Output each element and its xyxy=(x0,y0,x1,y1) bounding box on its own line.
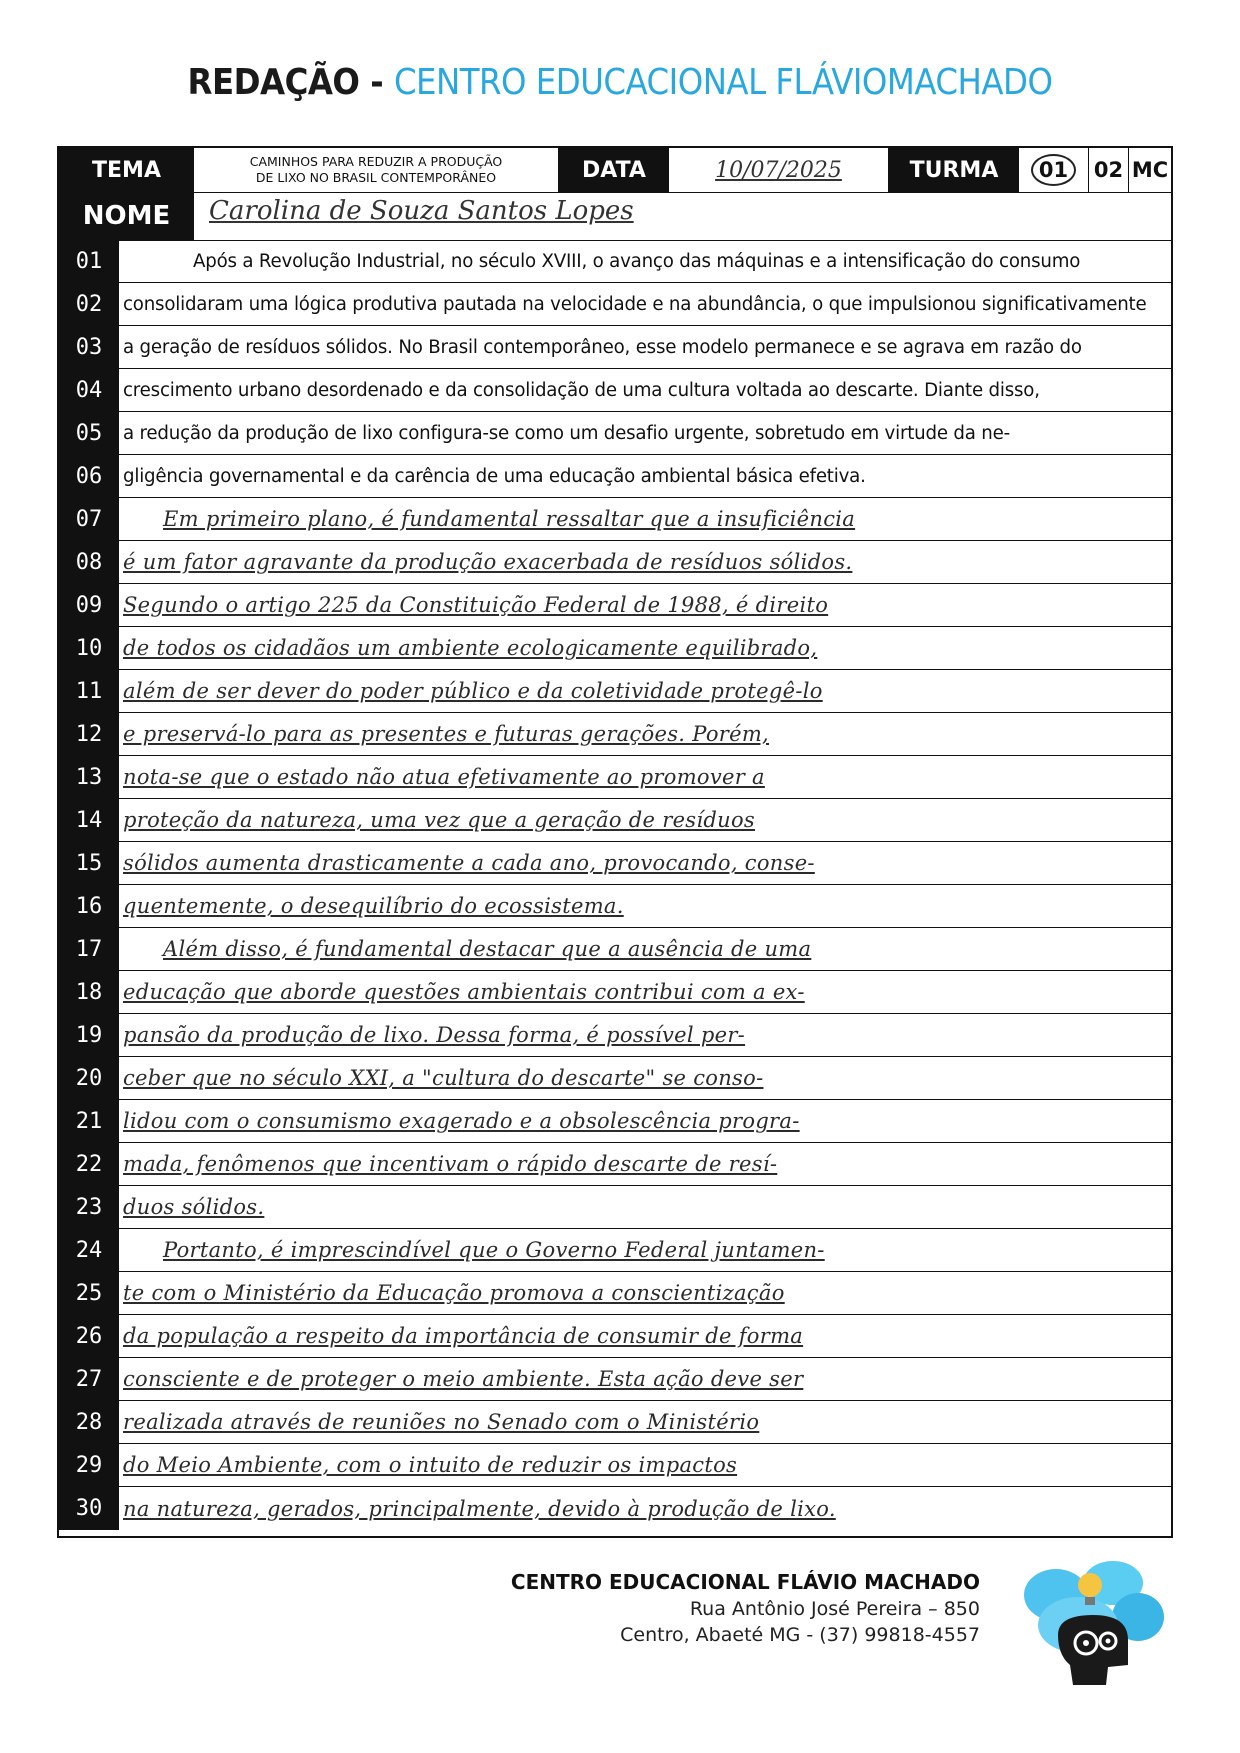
handwritten-text: te com o Ministério da Educação promova a conscientização xyxy=(123,1281,785,1305)
essay-line xyxy=(59,1401,1171,1444)
line-text xyxy=(123,885,1165,927)
handwritten-text: e preservá-lo para as presentes e futuras gerações. Porém, xyxy=(123,722,770,746)
line-number: 23 xyxy=(59,1186,119,1228)
line-text xyxy=(123,842,1165,884)
essay-line xyxy=(59,584,1171,627)
essay-line xyxy=(59,713,1171,756)
data-label: DATA xyxy=(559,148,669,192)
handwritten-text: Segundo o artigo 225 da Constituição Federal de 1988, é direito xyxy=(123,593,829,617)
handwritten-text: quentemente, o desequilíbrio do ecossistema. xyxy=(123,894,624,918)
line-text xyxy=(123,1444,1165,1486)
nome-row xyxy=(59,192,1171,241)
line-text xyxy=(123,928,1165,970)
line-text xyxy=(123,1014,1165,1056)
line-number: 10 xyxy=(59,627,119,669)
tema-line-2: DE LIXO NO BRASIL CONTEMPORÂNEO xyxy=(255,170,497,185)
typed-text: Após a Revolução Industrial, no século XVIII, o avanço das máquinas e a intensificação do consumo xyxy=(193,250,1081,272)
line-number: 13 xyxy=(59,756,119,798)
line-number: 08 xyxy=(59,541,119,583)
line-number: 17 xyxy=(59,928,119,970)
line-number: 22 xyxy=(59,1143,119,1185)
essay-sheet xyxy=(57,146,1173,1538)
line-number: 03 xyxy=(59,326,119,368)
handwritten-text: sólidos aumenta drasticamente a cada ano, provocando, conse- xyxy=(123,851,815,875)
essay-line xyxy=(59,670,1171,713)
handwritten-text: educação que aborde questões ambientais contribui com a ex- xyxy=(123,980,805,1004)
essay-line xyxy=(59,756,1171,799)
line-number: 18 xyxy=(59,971,119,1013)
line-number: 04 xyxy=(59,369,119,411)
school-logo-icon xyxy=(1018,1555,1168,1695)
line-text xyxy=(123,1272,1165,1314)
line-text xyxy=(123,412,1165,454)
line-text xyxy=(123,455,1165,497)
essay-lines xyxy=(59,240,1171,1530)
handwritten-text: lidou com o consumismo exagerado e a obsolescência progra- xyxy=(123,1109,800,1133)
footer xyxy=(480,1570,980,1646)
essay-line xyxy=(59,1272,1171,1315)
handwritten-text: Portanto, é imprescindível que o Governo Federal juntamen- xyxy=(163,1238,825,1262)
line-text xyxy=(123,756,1165,798)
line-text xyxy=(123,541,1165,583)
line-number: 14 xyxy=(59,799,119,841)
handwritten-text: do Meio Ambiente, com o intuito de reduzir os impactos xyxy=(123,1453,738,1477)
line-number: 01 xyxy=(59,240,119,282)
handwritten-text: duos sólidos. xyxy=(123,1195,265,1219)
typed-text: consolidaram uma lógica produtiva pautada na velocidade e na abundância, o que impulsionou significativamente xyxy=(123,293,1147,315)
line-number: 12 xyxy=(59,713,119,755)
line-text xyxy=(123,1315,1165,1357)
line-number: 02 xyxy=(59,283,119,325)
title-school: CENTRO EDUCACIONAL FLÁVIOMACHADO xyxy=(393,62,1053,103)
line-number: 24 xyxy=(59,1229,119,1271)
line-text xyxy=(123,240,1165,282)
turma-options-group xyxy=(1089,148,1171,192)
line-text xyxy=(123,1186,1165,1228)
line-number: 05 xyxy=(59,412,119,454)
handwritten-text: é um fator agravante da produção exacerbada de resíduos sólidos. xyxy=(123,550,853,574)
line-number: 27 xyxy=(59,1358,119,1400)
line-number: 21 xyxy=(59,1100,119,1142)
line-text xyxy=(123,1100,1165,1142)
essay-line xyxy=(59,326,1171,369)
essay-line xyxy=(59,240,1171,283)
essay-line xyxy=(59,1444,1171,1487)
essay-line xyxy=(59,1315,1171,1358)
essay-line xyxy=(59,541,1171,584)
essay-line xyxy=(59,369,1171,412)
line-number: 09 xyxy=(59,584,119,626)
typed-text: gligência governamental e da carência de uma educação ambiental básica efetiva. xyxy=(123,465,866,487)
footer-school-name: CENTRO EDUCACIONAL FLÁVIO MACHADO xyxy=(510,1570,980,1594)
line-text xyxy=(123,1229,1165,1271)
line-text xyxy=(123,799,1165,841)
line-text xyxy=(123,326,1165,368)
typed-text: a geração de resíduos sólidos. No Brasil contemporâneo, esse modelo permanece e se agrava em razão do xyxy=(123,336,1082,358)
line-number: 15 xyxy=(59,842,119,884)
line-text xyxy=(123,1401,1165,1443)
turma-label: TURMA xyxy=(889,148,1019,192)
header-row xyxy=(59,148,1171,193)
line-text xyxy=(123,971,1165,1013)
line-number: 11 xyxy=(59,670,119,712)
turma-option-02: 02 xyxy=(1089,148,1129,192)
line-text xyxy=(123,1487,1165,1530)
handwritten-text: Em primeiro plano, é fundamental ressaltar que a insuficiência xyxy=(163,507,856,531)
handwritten-text: consciente e de proteger o meio ambiente. Esta ação deve ser xyxy=(123,1367,804,1391)
line-number: 30 xyxy=(59,1487,119,1530)
nome-value: Carolina de Souza Santos Lopes xyxy=(209,196,634,226)
handwritten-text: na natureza, gerados, principalmente, devido à produção de lixo. xyxy=(123,1496,836,1521)
essay-line xyxy=(59,412,1171,455)
handwritten-text: pansão da produção de lixo. Dessa forma, é possível per- xyxy=(123,1023,746,1047)
line-text xyxy=(123,584,1165,626)
essay-line xyxy=(59,1100,1171,1143)
line-number: 07 xyxy=(59,498,119,540)
data-value: 10/07/2025 xyxy=(669,148,889,192)
handwritten-text: além de ser dever do poder público e da coletividade protegê-lo xyxy=(123,679,823,703)
essay-line xyxy=(59,1487,1171,1530)
line-number: 06 xyxy=(59,455,119,497)
line-number: 26 xyxy=(59,1315,119,1357)
footer-city-phone: Centro, Abaeté MG - (37) 99818-4557 xyxy=(620,1624,980,1646)
turma-option-01 xyxy=(1019,148,1089,192)
line-text xyxy=(123,713,1165,755)
title-redacao: REDAÇÃO - xyxy=(187,62,394,103)
line-number: 25 xyxy=(59,1272,119,1314)
line-text xyxy=(123,498,1165,540)
line-text xyxy=(123,627,1165,669)
handwritten-text: nota-se que o estado não atua efetivamente ao promover a xyxy=(123,765,765,789)
essay-line xyxy=(59,1186,1171,1229)
essay-line xyxy=(59,928,1171,971)
essay-line xyxy=(59,1057,1171,1100)
essay-line xyxy=(59,1014,1171,1057)
essay-line xyxy=(59,283,1171,326)
line-text xyxy=(123,670,1165,712)
handwritten-text: Além disso, é fundamental destacar que a ausência de uma xyxy=(163,937,812,961)
line-number: 19 xyxy=(59,1014,119,1056)
line-number: 28 xyxy=(59,1401,119,1443)
handwritten-text: mada, fenômenos que incentivam o rápido descarte de resí- xyxy=(123,1152,778,1176)
essay-line xyxy=(59,627,1171,670)
tema-text xyxy=(194,148,559,192)
tema-label: TEMA xyxy=(59,148,194,192)
line-number: 16 xyxy=(59,885,119,927)
handwritten-text: realizada através de reuniões no Senado com o Ministério xyxy=(123,1410,760,1434)
page-title xyxy=(0,62,1240,103)
essay-line xyxy=(59,455,1171,498)
line-number: 20 xyxy=(59,1057,119,1099)
typed-text: crescimento urbano desordenado e da consolidação de uma cultura voltada ao descarte. Diante disso, xyxy=(123,379,1040,401)
line-number: 29 xyxy=(59,1444,119,1486)
footer-address: Rua Antônio José Pereira – 850 xyxy=(689,1598,980,1620)
essay-line xyxy=(59,498,1171,541)
tema-line-1: CAMINHOS PARA REDUZIR A PRODUÇÃO xyxy=(249,154,503,169)
handwritten-text: de todos os cidadãos um ambiente ecologicamente equilibrado, xyxy=(123,636,818,660)
nome-label: NOME xyxy=(59,192,194,240)
essay-line xyxy=(59,842,1171,885)
turma-01-circled: 01 xyxy=(1031,154,1076,186)
handwritten-text: da população a respeito da importância de consumir de forma xyxy=(123,1324,804,1348)
essay-line xyxy=(59,971,1171,1014)
essay-line xyxy=(59,1143,1171,1186)
line-text xyxy=(123,1057,1165,1099)
line-text xyxy=(123,1358,1165,1400)
typed-text: a redução da produção de lixo configura-se como um desafio urgente, sobretudo em virtude da ne- xyxy=(123,422,1010,444)
line-text xyxy=(123,369,1165,411)
turma-option-mc: MC xyxy=(1131,158,1169,182)
essay-line xyxy=(59,885,1171,928)
handwritten-text: proteção da natureza, uma vez que a geração de resíduos xyxy=(123,808,755,832)
handwritten-text: ceber que no século XXI, a "cultura do descarte" se conso- xyxy=(123,1066,764,1090)
line-text xyxy=(123,1143,1165,1185)
line-text xyxy=(123,283,1165,325)
essay-line xyxy=(59,1229,1171,1272)
essay-line xyxy=(59,799,1171,842)
essay-line xyxy=(59,1358,1171,1401)
